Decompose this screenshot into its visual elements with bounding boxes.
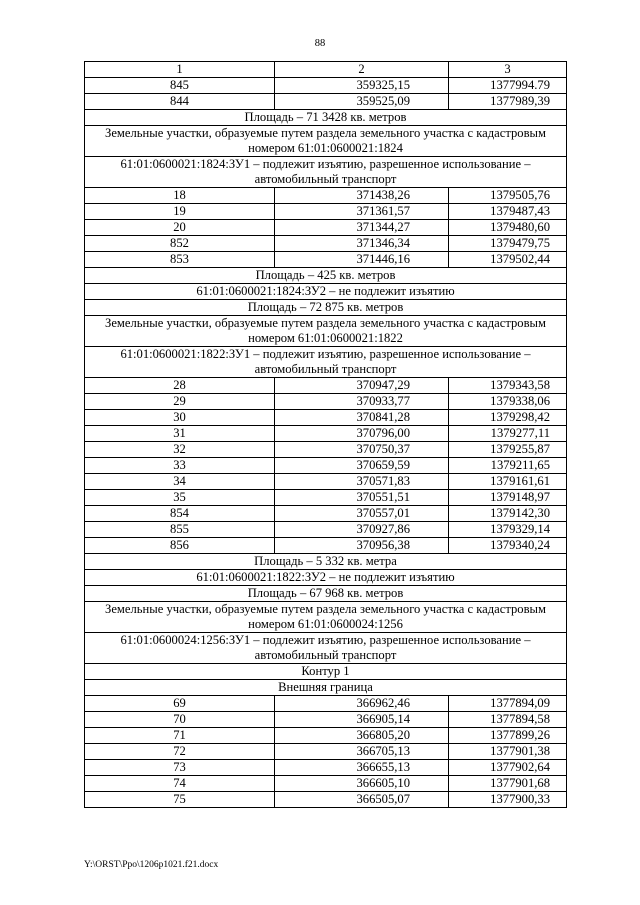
x-coordinate-cell: 359525,09: [275, 94, 449, 110]
point-number-cell: 34: [85, 474, 275, 490]
point-number-cell: 72: [85, 744, 275, 760]
y-coordinate-cell: 1377994.79: [449, 78, 567, 94]
y-coordinate-cell: 1379161,61: [449, 474, 567, 490]
note-cell: 61:01:0600021:1822:ЗУ2 – не подлежит изъятию: [85, 570, 567, 586]
table-row: [85, 188, 567, 204]
table-row: [85, 220, 567, 236]
table-row: [85, 458, 567, 474]
x-coordinate-cell: 366505,07: [275, 792, 449, 808]
table-note-row: [85, 284, 567, 300]
header-cell-2: 2: [275, 62, 449, 78]
y-coordinate-cell: 1377901,38: [449, 744, 567, 760]
note-cell: Контур 1: [85, 664, 567, 680]
point-number-cell: 70: [85, 712, 275, 728]
y-coordinate-cell: 1379505,76: [449, 188, 567, 204]
point-number-cell: 856: [85, 538, 275, 554]
note-cell: Площадь – 5 332 кв. метра: [85, 554, 567, 570]
table-note-row: [85, 268, 567, 284]
y-coordinate-cell: 1377900,33: [449, 792, 567, 808]
table-row: [85, 426, 567, 442]
x-coordinate-cell: 370947,29: [275, 378, 449, 394]
y-coordinate-cell: 1379211,65: [449, 458, 567, 474]
x-coordinate-cell: 370956,38: [275, 538, 449, 554]
x-coordinate-cell: 370750,37: [275, 442, 449, 458]
y-coordinate-cell: 1379329,14: [449, 522, 567, 538]
header-cell-3: 3: [449, 62, 567, 78]
table-row: [85, 538, 567, 554]
point-number-cell: 29: [85, 394, 275, 410]
x-coordinate-cell: 371438,26: [275, 188, 449, 204]
point-number-cell: 32: [85, 442, 275, 458]
y-coordinate-cell: 1377901,68: [449, 776, 567, 792]
table-note-row: [85, 602, 567, 633]
point-number-cell: 33: [85, 458, 275, 474]
y-coordinate-cell: 1377899,26: [449, 728, 567, 744]
y-coordinate-cell: 1379487,43: [449, 204, 567, 220]
table-header-row: [85, 62, 567, 78]
table-row: [85, 522, 567, 538]
table-row: [85, 776, 567, 792]
table-note-row: [85, 110, 567, 126]
y-coordinate-cell: 1379298,42: [449, 410, 567, 426]
x-coordinate-cell: 366962,46: [275, 696, 449, 712]
table-note-row: [85, 633, 567, 664]
table-row: [85, 204, 567, 220]
x-coordinate-cell: 370796,00: [275, 426, 449, 442]
table-row: [85, 728, 567, 744]
note-cell: Площадь – 72 875 кв. метров: [85, 300, 567, 316]
y-coordinate-cell: 1379343,58: [449, 378, 567, 394]
table-row: [85, 394, 567, 410]
point-number-cell: 20: [85, 220, 275, 236]
table-row: [85, 410, 567, 426]
note-cell: 61:01:0600021:1824:ЗУ2 – не подлежит изъятию: [85, 284, 567, 300]
y-coordinate-cell: 1379148,97: [449, 490, 567, 506]
y-coordinate-cell: 1379255,87: [449, 442, 567, 458]
table-row: [85, 378, 567, 394]
point-number-cell: 28: [85, 378, 275, 394]
point-number-cell: 75: [85, 792, 275, 808]
y-coordinate-cell: 1377894,09: [449, 696, 567, 712]
table-note-row: [85, 664, 567, 680]
table-note-row: [85, 586, 567, 602]
y-coordinate-cell: 1379479,75: [449, 236, 567, 252]
table-row: [85, 760, 567, 776]
note-cell: Площадь – 67 968 кв. метров: [85, 586, 567, 602]
note-cell: 61:01:0600021:1824:ЗУ1 – подлежит изъятию, разрешенное использование – автомобильный транспорт: [85, 157, 567, 188]
table-row: [85, 474, 567, 490]
point-number-cell: 855: [85, 522, 275, 538]
point-number-cell: 74: [85, 776, 275, 792]
x-coordinate-cell: 366655,13: [275, 760, 449, 776]
x-coordinate-cell: 371346,34: [275, 236, 449, 252]
point-number-cell: 73: [85, 760, 275, 776]
footer-file-path: Y:\ORST\Ppo\1206p1021.f21.docx: [84, 860, 219, 870]
x-coordinate-cell: 366705,13: [275, 744, 449, 760]
table-row: [85, 78, 567, 94]
table-note-row: [85, 157, 567, 188]
point-number-cell: 854: [85, 506, 275, 522]
note-cell: 61:01:0600024:1256:ЗУ1 – подлежит изъятию, разрешенное использование – автомобильный транспорт: [85, 633, 567, 664]
x-coordinate-cell: 359325,15: [275, 78, 449, 94]
x-coordinate-cell: 370659,59: [275, 458, 449, 474]
table-row: [85, 712, 567, 728]
note-cell: Площадь – 71 3428 кв. метров: [85, 110, 567, 126]
table-row: [85, 490, 567, 506]
table-note-row: [85, 316, 567, 347]
point-number-cell: 18: [85, 188, 275, 204]
y-coordinate-cell: 1379338,06: [449, 394, 567, 410]
point-number-cell: 71: [85, 728, 275, 744]
x-coordinate-cell: 366605,10: [275, 776, 449, 792]
y-coordinate-cell: 1379277,11: [449, 426, 567, 442]
coordinates-table: [84, 61, 567, 808]
point-number-cell: 19: [85, 204, 275, 220]
table-note-row: [85, 126, 567, 157]
note-cell: 61:01:0600021:1822:ЗУ1 – подлежит изъятию, разрешенное использование – автомобильный транспорт: [85, 347, 567, 378]
note-cell: Земельные участки, образуемые путем раздела земельного участка с кадастровым номером 61:01:0600021:1824: [85, 126, 567, 157]
point-number-cell: 69: [85, 696, 275, 712]
y-coordinate-cell: 1379142,30: [449, 506, 567, 522]
point-number-cell: 35: [85, 490, 275, 506]
table-row: [85, 792, 567, 808]
table-row: [85, 94, 567, 110]
y-coordinate-cell: 1379340,24: [449, 538, 567, 554]
x-coordinate-cell: 371344,27: [275, 220, 449, 236]
header-cell-1: 1: [85, 62, 275, 78]
x-coordinate-cell: 366905,14: [275, 712, 449, 728]
x-coordinate-cell: 370841,28: [275, 410, 449, 426]
table-row: [85, 696, 567, 712]
point-number-cell: 844: [85, 94, 275, 110]
table-row: [85, 236, 567, 252]
point-number-cell: 853: [85, 252, 275, 268]
table-row: [85, 442, 567, 458]
y-coordinate-cell: 1377894,58: [449, 712, 567, 728]
point-number-cell: 30: [85, 410, 275, 426]
y-coordinate-cell: 1379480,60: [449, 220, 567, 236]
x-coordinate-cell: 370571,83: [275, 474, 449, 490]
table-row: [85, 744, 567, 760]
point-number-cell: 31: [85, 426, 275, 442]
note-cell: Внешняя граница: [85, 680, 567, 696]
x-coordinate-cell: 370933,77: [275, 394, 449, 410]
table-note-row: [85, 300, 567, 316]
table-row: [85, 506, 567, 522]
y-coordinate-cell: 1377989,39: [449, 94, 567, 110]
note-cell: Площадь – 425 кв. метров: [85, 268, 567, 284]
x-coordinate-cell: 371361,57: [275, 204, 449, 220]
table-note-row: [85, 680, 567, 696]
x-coordinate-cell: 370551,51: [275, 490, 449, 506]
table-note-row: [85, 554, 567, 570]
note-cell: Земельные участки, образуемые путем раздела земельного участка с кадастровым номером 61:01:0600024:1256: [85, 602, 567, 633]
table-row: [85, 252, 567, 268]
table-note-row: [85, 570, 567, 586]
x-coordinate-cell: 371446,16: [275, 252, 449, 268]
point-number-cell: 845: [85, 78, 275, 94]
x-coordinate-cell: 366805,20: [275, 728, 449, 744]
x-coordinate-cell: 370557,01: [275, 506, 449, 522]
page-number: 88: [314, 38, 326, 49]
y-coordinate-cell: 1377902,64: [449, 760, 567, 776]
coordinates-table-body: [85, 62, 567, 808]
y-coordinate-cell: 1379502,44: [449, 252, 567, 268]
note-cell: Земельные участки, образуемые путем раздела земельного участка с кадастровым номером 61:01:0600021:1822: [85, 316, 567, 347]
table-note-row: [85, 347, 567, 378]
point-number-cell: 852: [85, 236, 275, 252]
x-coordinate-cell: 370927,86: [275, 522, 449, 538]
